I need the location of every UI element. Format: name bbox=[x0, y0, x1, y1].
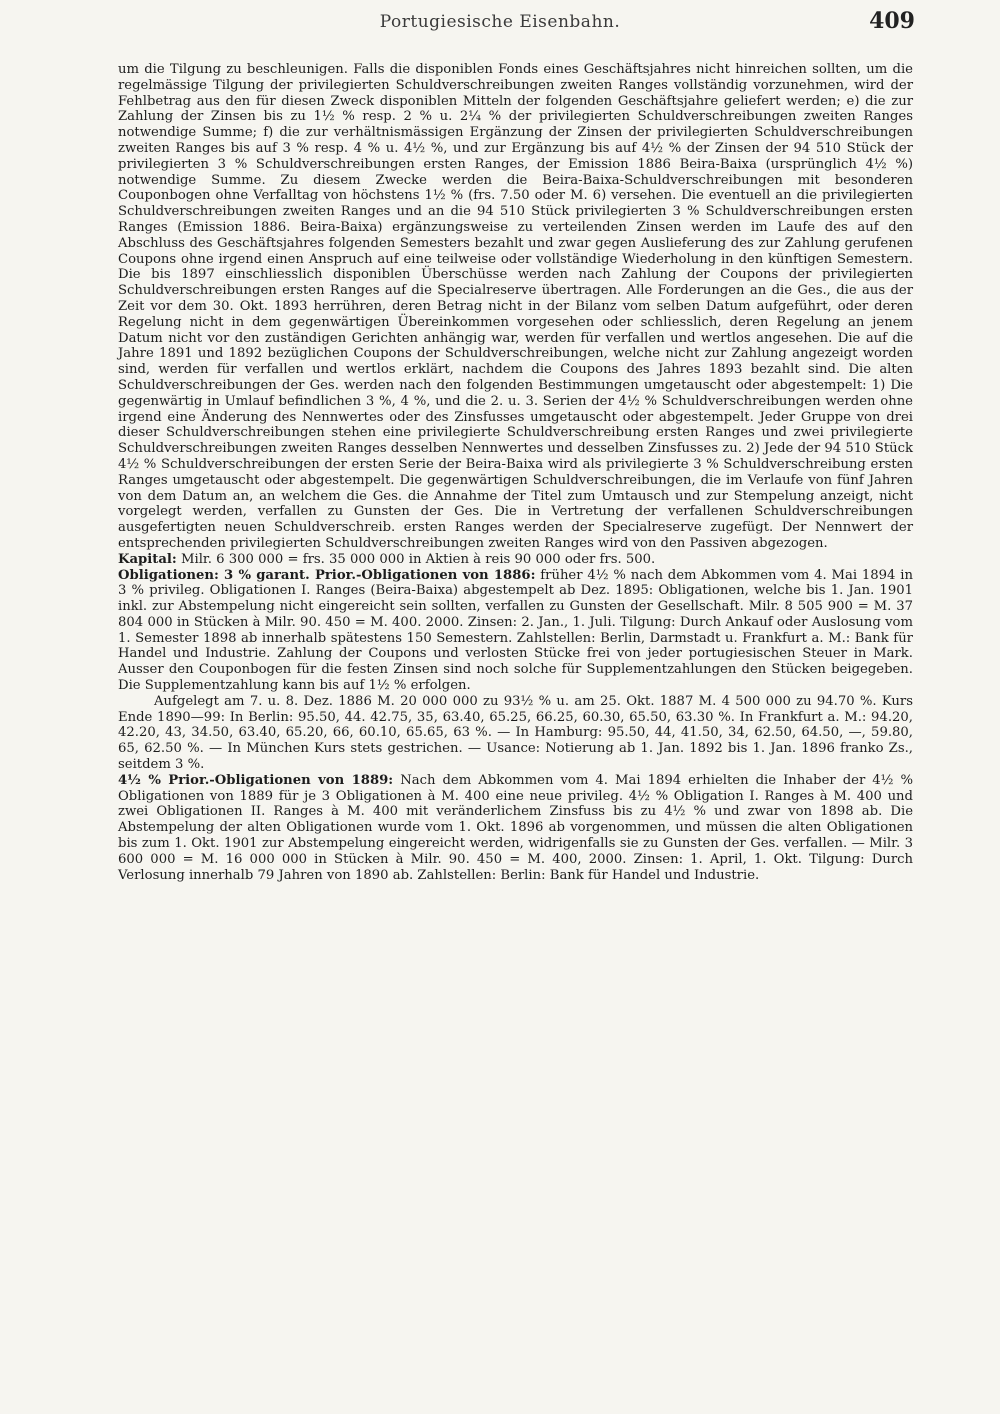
prior1889-text: Nach dem Abkommen vom 4. Mai 1894 erhielten die Inhaber der 4½ % Obligationen von 1889 für je 3 Obligationen à M. 400 eine neue privileg. 4½ % Obligation I. Ranges à M. 400 und zwei Obligationen II. Ranges à M. 400 mit veränderlichem Zinsfuss bis zu 4½ % und zwar von 1898 ab. Die Abstempelung der alten Obligationen wurde vom 1. Okt. 1896 ab vorgenommen, und müssen die alten Obligationen bis zum 1. Okt. 1901 zur Abstempelung eingereicht werden, widrigenfalls sie zu Gunsten der Ges. verfallen. — Milr. 3 600 000 = M. 16 000 000 in Stücken à Milr. 90. 450 = M. 400, 2000. Zinsen: 1. April, 1. Okt. Tilgung: Durch Verlosung innerhalb 79 Jahren von 1890 ab. Zahlstellen: Berlin: Bank für Handel und Industrie. bbox=[118, 772, 913, 883]
running-title: Portugiesische Eisenbahn. bbox=[379, 12, 621, 32]
prior1889-label: 4½ % Prior.-Obligationen von 1889: bbox=[118, 772, 394, 788]
running-head bbox=[0, 8, 1000, 38]
aufgelegt-entry: Aufgelegt am 7. u. 8. Dez. 1886 M. 20 000 000 zu 93½ % u. am 25. Okt. 1887 M. 4 500 000 zu 94.70 %. Kurs Ende 1890—99: In Berlin: 95.50, 44. 42.75, 35, 63.40, 65.25, 66.25, 60.30, 65.50, 63.30 %. In Frankfurt a. M.: 94.20, 42.20, 43, 34.50, 63.40, 65.20, 66, 60.10, 65.65, 63 %. — In Hamburg: 95.50, 44, 41.50, 34, 62.50, 64.50, —, 59.80, 65, 62.50 %. — In München Kurs stets gestrichen. — Usance: Notierung ab 1. Jan. 1892 bis 1. Jan. 1896 franko Zs., seitdem 3 %. bbox=[118, 693, 913, 773]
kapital-text: Milr. 6 300 000 = frs. 35 000 000 in Aktien à reis 90 000 oder frs. 500. bbox=[180, 551, 656, 567]
obligationen-text: früher 4½ % nach dem Abkommen vom 4. Mai 1894 in 3 % privileg. Obligationen I. Ranges (Beira-Baixa) abgestempelt ab Dez. 1895: Obligationen, welche bis 1. Jan. 1901 inkl. zur Abstempelung nicht eingereicht sein sollten, verfallen zu Gunsten der Gesellschaft. Milr. 8 505 900 = M. 37 804 000 in Stücken à Milr. 90. 450 = M. 400. 2000. Zinsen: 2. Jan., 1. Juli. Tilgung: Durch Ankauf oder Auslosung vom 1. Semester 1898 ab innerhalb spätestens 150 Semestern. Zahlstellen: Berlin, Darmstadt u. Frankfurt a. M.: Bank für Handel und Industrie. Zahlung der Coupons und verlosten Stücke frei von jeder portugiesischen Steuer in Mark. Ausser den Couponbogen für die festen Zinsen sind noch solche für Supplementzahlungen den Stücken beigegeben. Die Supplementzahlung kann bis auf 1½ % erfolgen. bbox=[118, 567, 913, 694]
prior1889-entry bbox=[118, 773, 913, 884]
kapital-label: Kapital: bbox=[118, 551, 177, 567]
kapital-entry bbox=[118, 552, 913, 568]
body-text bbox=[118, 62, 913, 883]
obligationen-entry bbox=[118, 568, 913, 694]
page-number: 409 bbox=[869, 8, 915, 34]
paragraph-continuation: um die Tilgung zu beschleunigen. Falls die disponiblen Fonds eines Geschäftsjahres nicht hinreichen sollten, um die regelmässige Tilgung der privilegierten Schuldverschreibungen zweiten Ranges vollständig vorzunehmen, wird der Fehlbetrag aus den für diesen Zweck disponiblen Mitteln der folgenden Geschäftsjahre geliefert werden; e) die zur Zahlung der Zinsen bis zu 1½ % resp. 2 % u. 2¼ % der privilegierten Schuldverschreibungen zweiten Ranges notwendige Summe; f) die zur verhältnismässigen Ergänzung der Zinsen der privilegierten Schuldverschreibungen zweiten Ranges bis auf 3 % resp. 4 % u. 4½ %, und zur Ergänzung bis auf 4½ % der Zinsen der 94 510 Stück der privilegierten 3 % Schuldverschreibungen ersten Ranges, der Emission 1886 Beira-Baixa (ursprünglich 4½ %) notwendige Summe. Zu diesem Zwecke werden die Beira-Baixa-Schuldverschreibungen mit besonderen Couponbogen ohne Verfalltag von höchstens 1½ % (frs. 7.50 oder M. 6) versehen. Die eventuell an die privilegierten Schuldverschreibungen zweiten Ranges und an die 94 510 Stück privilegierten 3 % Schuldverschreibungen ersten Ranges (Emission 1886. Beira-Baixa) ergänzungsweise zu verteilenden Zinsen werden im Laufe des auf den Abschluss des Geschäftsjahres folgenden Semesters bezahlt und zwar gegen Auslieferung des zur Zahlung gerufenen Coupons ohne irgend einen Anspruch auf eine teilweise oder vollständige Wiederholung in den künftigen Semestern. Die bis 1897 einschliesslich disponiblen Überschüsse werden nach Zahlung der Coupons der privilegierten Schuldverschreibungen ersten Ranges auf die Specialreserve übertragen. Alle Forderungen an die Ges., die aus der Zeit vor dem 30. Okt. 1893 herrühren, deren Betrag nicht in der Bilanz vom selben Datum aufgeführt, oder deren Regelung nicht in dem gegenwärtigen Übereinkommen vorgesehen oder schliesslich, deren Regelung an jenem Datum nicht vor den zuständigen Gerichten anhängig war, werden für verfallen und wertlos angesehen. Die auf die Jahre 1891 und 1892 bezüglichen Coupons der Schuldverschreibungen, welche nicht zur Zahlung angezeigt worden sind, werden für verfallen und wertlos erklärt, nachdem die Coupons des Jahres 1893 bezahlt sind. Die alten Schuldverschreibungen der Ges. werden nach den folgenden Bestimmungen umgetauscht oder abgestempelt: 1) Die gegenwärtig in Umlauf befindlichen 3 %, 4 %, und die 2. u. 3. Serien der 4½ % Schuldverschreibungen werden ohne irgend eine Änderung des Nennwertes oder des Zinsfusses umgetauscht oder abgestempelt. Jeder Gruppe von drei dieser Schuldverschreibungen stehen eine privilegierte Schuldverschreibung ersten Ranges und zwei privilegierte Schuldverschreibungen zweiten Ranges desselben Nennwertes und desselben Zinsfusses zu. 2) Jede der 94 510 Stück 4½ % Schuldverschreibungen der ersten Serie der Beira-Baixa wird als privilegierte 3 % Schuldverschreibung ersten Ranges umgetauscht oder abgestempelt. Die gegenwärtigen Schuldverschreibungen, die im Verlaufe von fünf Jahren von dem Datum an, an welchem die Ges. die Annahme der Titel zum Umtausch und zur Stempelung anzeigt, nicht vorgelegt werden, verfallen zu Gunsten der Ges. Die in Vertretung der verfallenen Schuldverschreibungen ausgefertigten neuen Schuldverschreib. ersten Ranges werden der Specialreserve zugefügt. Der Nennwert der entsprechenden privilegierten Schuldverschreibungen zweiten Ranges wird von den Passiven abgezogen. bbox=[118, 62, 913, 551]
obligationen-label: Obligationen: 3 % garant. Prior.-Obligationen von 1886: bbox=[118, 567, 536, 583]
